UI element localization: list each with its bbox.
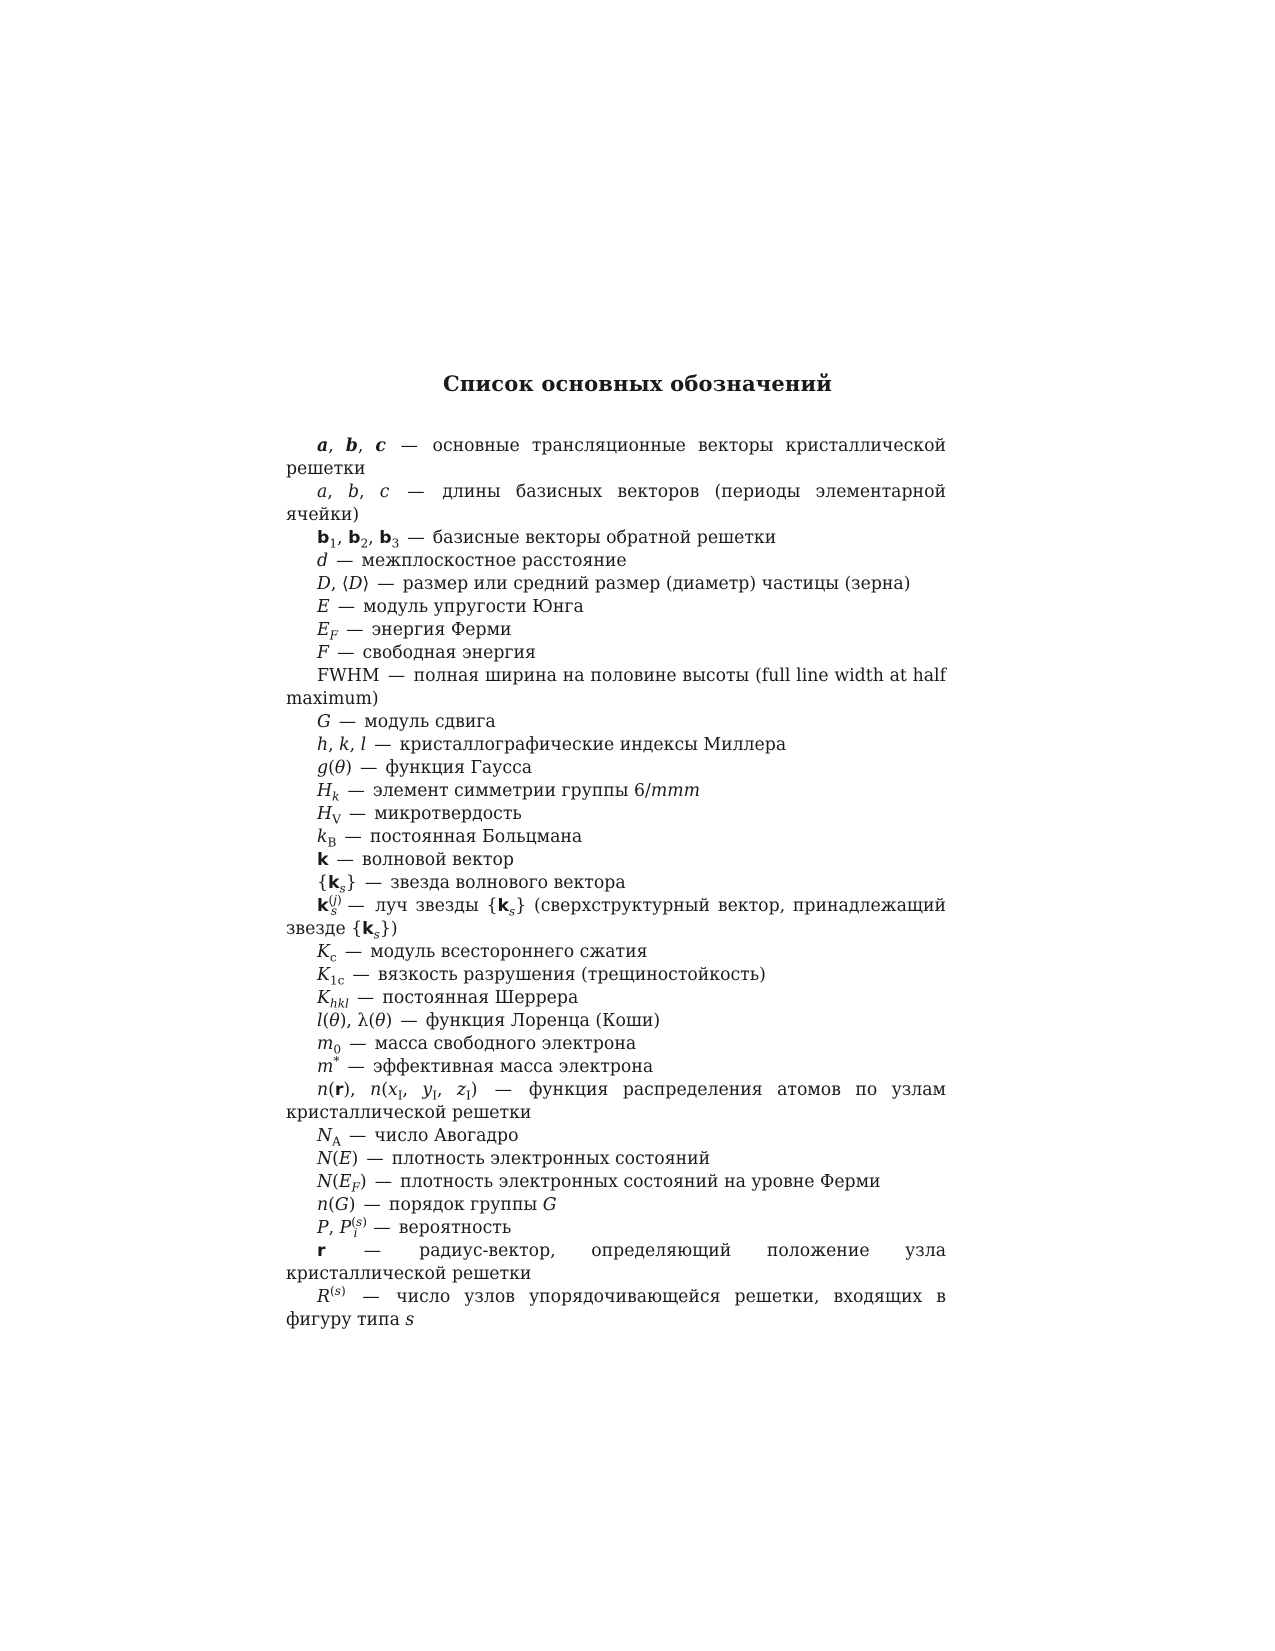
list-item: $\{k_s\}$ — звезда волнового вектора — [317, 873, 626, 896]
entry-symbol: n(G) — [317, 1195, 356, 1215]
list-item: $H_k$ — элемент симметрии группы 6/mmm — [317, 781, 701, 804]
entry-symbol: $K_c$ — [317, 942, 337, 965]
list-item: $k^{(j)}_s$ — луч звезды $\{k_s\}$ (сверхструктурный вектор, принадлежащий звезде $\{k_s\}$) — [286, 893, 946, 942]
entry-text: вязкость разрушения (трещиностойкость) — [377, 965, 766, 985]
entry-text: функция распределения атомов по узлам кристаллической решетки — [286, 1080, 946, 1123]
entry-text: элемент симметрии группы 6/mmm — [372, 781, 701, 801]
entry-text: модуль упругости Юнга — [363, 597, 584, 617]
list-item: d — межплоскостное расстояние — [317, 551, 627, 571]
entry-symbol: P, $P^{(s)}_i$ — [317, 1215, 367, 1241]
entry-text: свободная энергия — [362, 643, 536, 663]
entry-text: постоянная Шеррера — [382, 988, 579, 1008]
page-title: Список основных обозначений — [443, 371, 832, 396]
entry-text: межплоскостное расстояние — [361, 551, 627, 571]
entry-symbol: G — [317, 712, 331, 732]
entry-symbol: a, b, c — [317, 482, 390, 502]
entry-text: энергия Ферми — [371, 620, 512, 640]
list-item: n(r), $n(x_I$, $y_I$, $z_I$) — функция распределения атомов по узлам кристаллической решетки — [286, 1080, 946, 1123]
list-item: $m_0$ — масса свободного электрона — [317, 1034, 637, 1057]
entry-symbol: $E_F$ — [317, 620, 339, 643]
entry-text: плотность электронных состояний — [391, 1149, 711, 1169]
list-item: $N(E_F)$ — плотность электронных состояний на уровне Ферми — [317, 1172, 881, 1195]
entry-symbol: $K_{hkl}$ — [317, 988, 349, 1011]
entry-symbol: $k^{(j)}_s$ — [317, 893, 342, 919]
entry-symbol: E — [317, 597, 330, 617]
entry-symbol: F — [317, 643, 329, 663]
entry-text: микротвердость — [374, 804, 522, 824]
list-item: g(θ) — функция Гаусса — [317, 758, 533, 778]
entry-symbol: $K_{1c}$ — [317, 965, 345, 988]
entry-symbol: l(θ), λ(θ) — [317, 1011, 393, 1031]
list-item: k — волновой вектор — [317, 850, 514, 870]
entry-text: основные трансляционные векторы кристаллической решетки — [286, 436, 946, 479]
entry-symbol: D, ⟨D⟩ — [317, 574, 370, 594]
list-item: E — модуль упругости Юнга — [317, 597, 584, 617]
list-item: $K_{hkl}$ — постоянная Шеррера — [317, 988, 579, 1011]
entry-text: функция Гаусса — [385, 758, 533, 778]
entry-symbol: $R^{(s)}$ — [317, 1284, 346, 1307]
entry-symbol: $m_0$ — [317, 1034, 342, 1057]
entry-text: плотность электронных состояний на уровне Ферми — [400, 1172, 881, 1192]
list-item: n(G) — порядок группы G — [317, 1195, 557, 1215]
list-item: F — свободная энергия — [317, 643, 536, 663]
list-item: a, b, c — длины базисных векторов (периоды элементарной ячейки) — [286, 482, 946, 525]
list-item: N(E) — плотность электронных состояний — [317, 1149, 711, 1169]
list-item: $H_V$ — микротвердость — [317, 804, 522, 827]
list-item: P, $P^{(s)}_i$ — вероятность — [317, 1215, 512, 1241]
entry-text: радиус-вектор, определяющий положение узла кристаллической решетки — [286, 1241, 947, 1284]
entry-text: звезда волнового вектора — [390, 873, 626, 893]
list-item: $k_B$ — постоянная Больцмана — [317, 827, 583, 850]
entry-text: длины базисных векторов (периоды элементарной ячейки) — [286, 482, 946, 525]
entry-text: полная ширина на половине высоты (full line width at half maximum) — [286, 666, 946, 709]
list-item: $N_A$ — число Авогадро — [317, 1126, 519, 1149]
entry-text: эффективная масса электрона — [372, 1057, 654, 1077]
entry-symbol: r — [317, 1241, 326, 1261]
entry-text: размер или средний размер (диаметр) частицы (зерна) — [402, 574, 911, 594]
entry-symbol: $N(E_F)$ — [317, 1172, 367, 1195]
entry-text: кристаллографические индексы Миллера — [399, 735, 787, 755]
entry-symbol: m* — [317, 1054, 340, 1077]
list-item: $K_c$ — модуль всестороннего сжатия — [317, 942, 648, 965]
list-item: r — радиус-вектор, определяющий положение узла кристаллической решетки — [286, 1241, 947, 1284]
list-item: G — модуль сдвига — [317, 712, 496, 732]
list-item: $b_1$, $b_2$, $b_3$ — базисные векторы обратной решетки — [317, 528, 777, 551]
entry-text: порядок группы G — [388, 1195, 557, 1215]
list-item: D, ⟨D⟩ — размер или средний размер (диаметр) частицы (зерна) — [317, 574, 911, 594]
entry-symbol: $\{k_s\}$ — [317, 873, 357, 896]
entry-symbol: $N_A$ — [317, 1126, 341, 1149]
entry-text: вероятность — [398, 1218, 512, 1238]
entry-text: число узлов упорядочивающейся решетки, входящих в фигуру типа s — [286, 1287, 947, 1330]
entry-text: число Авогадро — [374, 1126, 519, 1146]
entry-symbol: k — [317, 850, 329, 870]
entry-text: масса свободного электрона — [374, 1034, 637, 1054]
entry-text: волновой вектор — [361, 850, 514, 870]
list-item: m* — эффективная масса электрона — [317, 1054, 654, 1077]
entry-symbol: d — [317, 551, 329, 571]
list-item: $R^{(s)}$ — число узлов упорядочивающейся решетки, входящих в фигуру типа s — [286, 1284, 947, 1330]
entry-symbol: $H_V$ — [317, 804, 341, 827]
entry-symbol: h, k, l — [317, 735, 367, 755]
entry-symbol: n(r), $n(x_I$, $y_I$, $z_I$) — [317, 1080, 478, 1103]
entry-text: модуль всестороннего сжатия — [370, 942, 648, 962]
list-item: $K_{1c}$ — вязкость разрушения (трещиностойкость) — [317, 965, 766, 988]
entry-symbol: $b_1$, $b_2$, $b_3$ — [317, 528, 400, 551]
entry-text: функция Лоренца (Коши) — [425, 1011, 661, 1031]
list-item: $E_F$ — энергия Ферми — [317, 620, 512, 643]
notation-list — [286, 435, 946, 1332]
entry-text: модуль сдвига — [364, 712, 496, 732]
entry-text: базисные векторы обратной решетки — [432, 528, 777, 548]
list-item: l(θ), λ(θ) — функция Лоренца (Коши) — [317, 1011, 661, 1031]
entry-symbol: g(θ) — [317, 758, 352, 778]
entry-symbol: $H_k$ — [317, 781, 340, 804]
entry-symbol: N(E) — [317, 1149, 359, 1169]
entry-symbol: $k_B$ — [317, 827, 337, 850]
entry-text: постоянная Больцмана — [369, 827, 583, 847]
entry-symbol: a, b, c — [317, 436, 386, 456]
list-item: h, k, l — кристаллографические индексы Миллера — [317, 735, 787, 755]
entry-symbol: FWHM — [317, 666, 380, 686]
list-item: a, b, c — основные трансляционные векторы кристаллической решетки — [286, 436, 946, 479]
list-item: FWHM — полная ширина на половине высоты (full line width at half maximum) — [286, 666, 946, 709]
entry-text: луч звезды $\{k_s\}$ (сверхструктурный вектор, принадлежащий звезде $\{k_s\}$) — [286, 896, 946, 942]
